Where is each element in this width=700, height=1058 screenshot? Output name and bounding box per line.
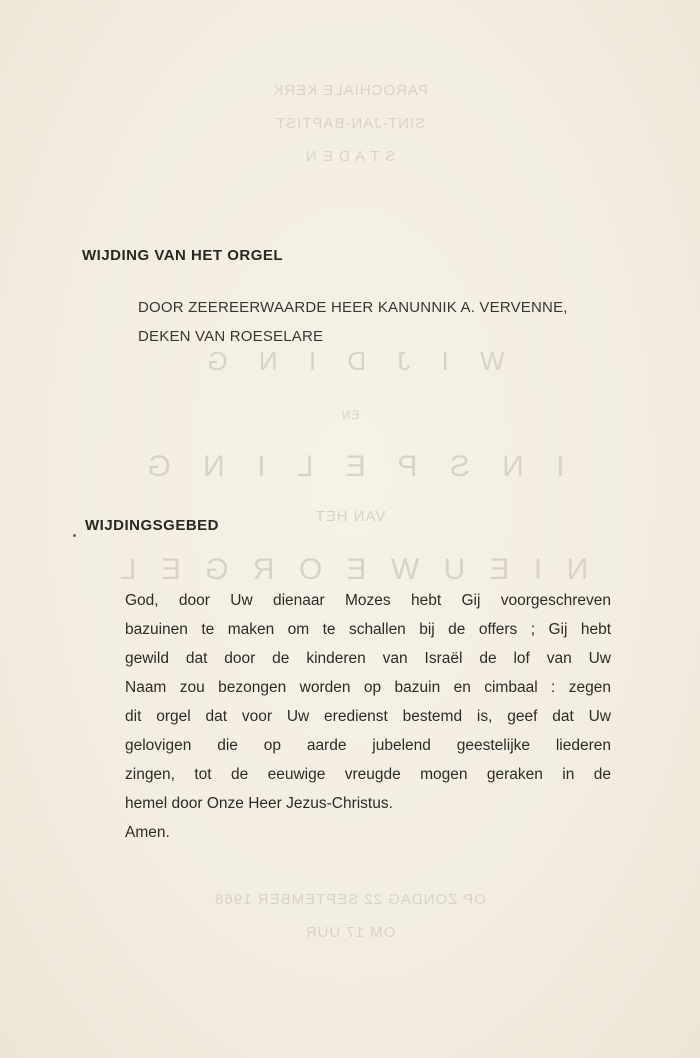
ghost-line: OP ZONDAG 22 SEPTEMBER 1968 xyxy=(214,891,486,908)
ghost-line: VAN HET xyxy=(314,508,386,525)
prayer-line: zingen, tot de eeuwige vreugde mogen geraken in de xyxy=(125,766,611,783)
prayer-amen: Amen. xyxy=(125,824,170,841)
ghost-line: I N S P E L I N G xyxy=(135,450,565,483)
section-heading-wijding: WIJDING VAN HET ORGEL xyxy=(82,247,284,264)
ghost-line: OM 17 UUR xyxy=(304,924,396,941)
byline-line: DOOR ZEEREERWAARDE HEER KANUNNIK A. VERVENNE, xyxy=(138,299,568,316)
ghost-line: PAROCHIALE KERK xyxy=(272,82,428,99)
bullet-dot xyxy=(73,534,76,537)
prayer-line: Naam zou bezongen worden op bazuin en cimbaal : zegen xyxy=(125,679,611,696)
prayer-line: gewild dat door de kinderen van Israël de lof van Uw xyxy=(125,650,611,667)
prayer-text xyxy=(125,586,611,847)
prayer-line: hemel door Onze Heer Jezus-Christus. xyxy=(125,795,393,812)
ghost-line: S T A D E N xyxy=(304,148,396,165)
ghost-line: W I J D I N G xyxy=(195,346,505,376)
prayer-line: God, door Uw dienaar Mozes hebt Gij voorgeschreven xyxy=(125,592,611,609)
prayer-line: bazuinen te maken om te schallen bij de offers ; Gij hebt xyxy=(125,621,611,638)
section-heading-wijdingsgebed: WIJDINGSGEBED xyxy=(85,517,220,534)
ghost-line: EN xyxy=(340,408,360,422)
byline-line: DEKEN VAN ROESELARE xyxy=(138,328,324,345)
prayer-line: gelovigen die op aarde jubelend geestelijke liederen xyxy=(125,737,611,754)
ghost-line: SINT-JAN-BAPTIST xyxy=(274,115,426,132)
prayer-line: dit orgel dat voor Uw eredienst bestemd is, geef dat Uw xyxy=(125,708,611,725)
ghost-line: N I E U W E O R G E L xyxy=(111,553,589,586)
